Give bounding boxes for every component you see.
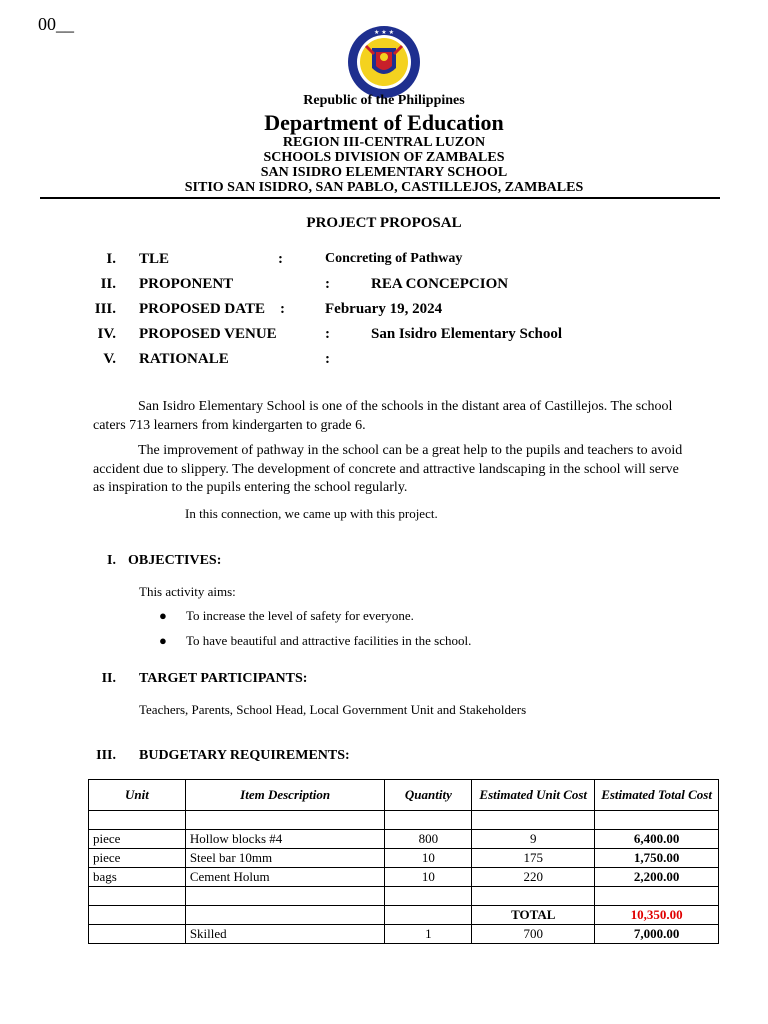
bullet-text: To increase the level of safety for everyone. — [186, 608, 414, 623]
table-cell: 7,000.00 — [595, 925, 719, 944]
table-cell: Hollow blocks #4 — [185, 830, 385, 849]
table-cell — [89, 906, 186, 925]
total-label: TOTAL — [472, 906, 595, 925]
section-title: BUDGETARY REQUIREMENTS: — [139, 748, 350, 763]
column-header: Item Description — [185, 780, 385, 811]
info-number: V. — [103, 351, 116, 367]
participants-text: Teachers, Parents, School Head, Local Government Unit and Stakeholders — [139, 702, 527, 717]
table-cell: Steel bar 10mm — [185, 849, 385, 868]
rationale-paragraph: San Isidro Elementary School is one of the schools in the distant area of Castillejos. The school caters 713 learners from kindergarten to grade 6. — [93, 399, 673, 433]
table-row — [89, 887, 719, 906]
table-cell — [472, 887, 595, 906]
table-cell — [595, 811, 719, 830]
table-row — [89, 830, 719, 849]
info-label: PROPOSED DATE — [139, 301, 265, 317]
info-number: I. — [106, 251, 116, 267]
bullet-icon: ● — [159, 633, 167, 648]
info-colon: : — [325, 351, 330, 367]
division-line: SCHOOLS DIVISION OF ZAMBALES — [263, 150, 505, 165]
info-colon: : — [325, 276, 330, 292]
info-row-date — [0, 301, 768, 321]
table-cell — [185, 906, 385, 925]
table-row — [89, 868, 719, 887]
info-label: TLE — [139, 251, 170, 267]
info-number: IV. — [97, 326, 116, 342]
section-title: TARGET PARTICIPANTS: — [139, 671, 308, 686]
section-title: OBJECTIVES: — [128, 553, 222, 568]
table-cell: 9 — [472, 830, 595, 849]
budget-table — [88, 779, 719, 944]
table-cell: 1,750.00 — [595, 849, 719, 868]
table-cell — [185, 811, 385, 830]
table-cell — [185, 887, 385, 906]
table-cell: piece — [89, 849, 186, 868]
table-cell: bags — [89, 868, 186, 887]
info-value: REA CONCEPCION — [371, 276, 509, 292]
table-row — [89, 849, 719, 868]
table-cell: 700 — [472, 925, 595, 944]
section-number: III. — [96, 748, 116, 763]
table-row — [89, 925, 719, 944]
info-value: February 19, 2024 — [325, 301, 443, 317]
region-line: REGION III-CENTRAL LUZON — [282, 135, 486, 150]
info-colon: : — [280, 301, 285, 317]
address-line: SITIO SAN ISIDRO, SAN PABLO, CASTILLEJOS, ZAMBALES — [184, 180, 584, 195]
table-cell: 220 — [472, 868, 595, 887]
school-line: SAN ISIDRO ELEMENTARY SCHOOL — [260, 165, 508, 180]
table-cell: 800 — [385, 830, 472, 849]
table-cell — [385, 811, 472, 830]
table-cell: 2,200.00 — [595, 868, 719, 887]
column-header: Estimated Total Cost — [595, 780, 719, 811]
info-value: San Isidro Elementary School — [371, 326, 562, 342]
table-total-row — [89, 906, 719, 925]
table-cell: 175 — [472, 849, 595, 868]
rationale-text — [93, 398, 693, 530]
info-row-rationale — [0, 351, 768, 371]
department-heading: Department of Education — [264, 110, 504, 135]
section-number: II. — [101, 671, 116, 686]
table-header-row — [89, 780, 719, 811]
deped-seal-icon — [346, 24, 422, 100]
republic-heading: Republic of the Philippines — [303, 93, 465, 108]
table-cell — [89, 811, 186, 830]
info-row-tle — [0, 251, 768, 271]
objectives-intro: This activity aims: — [139, 584, 236, 599]
column-header: Quantity — [385, 780, 472, 811]
table-row — [89, 811, 719, 830]
table-cell — [595, 887, 719, 906]
table-cell — [89, 887, 186, 906]
table-cell — [385, 887, 472, 906]
info-colon: : — [278, 251, 283, 267]
bullet-text: To have beautiful and attractive facilities in the school. — [186, 633, 472, 648]
info-value: Concreting of Pathway — [325, 251, 463, 266]
info-colon: : — [325, 326, 330, 342]
table-cell: 1 — [385, 925, 472, 944]
info-number: II. — [100, 276, 116, 292]
column-header: Unit — [89, 780, 186, 811]
info-label: RATIONALE — [139, 351, 229, 367]
rationale-paragraph: The improvement of pathway in the school can be a great help to the pupils and teachers to avoid accident due to slippery. The development of concrete and attractive landscaping in the school will serve as inspiration to the pupils entering the school regularly. — [93, 443, 683, 495]
section-number: I. — [107, 553, 116, 568]
document-number: 00__ — [38, 14, 74, 34]
info-row-proponent — [0, 276, 768, 296]
table-cell: 10 — [385, 868, 472, 887]
table-cell: Cement Holum — [185, 868, 385, 887]
header-divider — [40, 197, 720, 199]
table-cell — [89, 925, 186, 944]
info-label: PROPOSED VENUE — [139, 326, 277, 342]
bullet-icon: ● — [159, 608, 167, 623]
info-number: III. — [94, 301, 116, 317]
column-header: Estimated Unit Cost — [472, 780, 595, 811]
table-cell: Skilled — [185, 925, 385, 944]
table-cell: 10 — [385, 849, 472, 868]
info-row-venue — [0, 326, 768, 346]
total-value: 10,350.00 — [595, 906, 719, 925]
table-cell: piece — [89, 830, 186, 849]
table-cell — [472, 811, 595, 830]
document-title: PROJECT PROPOSAL — [306, 215, 462, 231]
table-cell: 6,400.00 — [595, 830, 719, 849]
table-cell — [385, 906, 472, 925]
info-label: PROPONENT — [139, 276, 234, 292]
svg-text:★ ★ ★: ★ ★ ★ — [374, 29, 394, 36]
rationale-paragraph: In this connection, we came up with this project. — [185, 505, 438, 521]
